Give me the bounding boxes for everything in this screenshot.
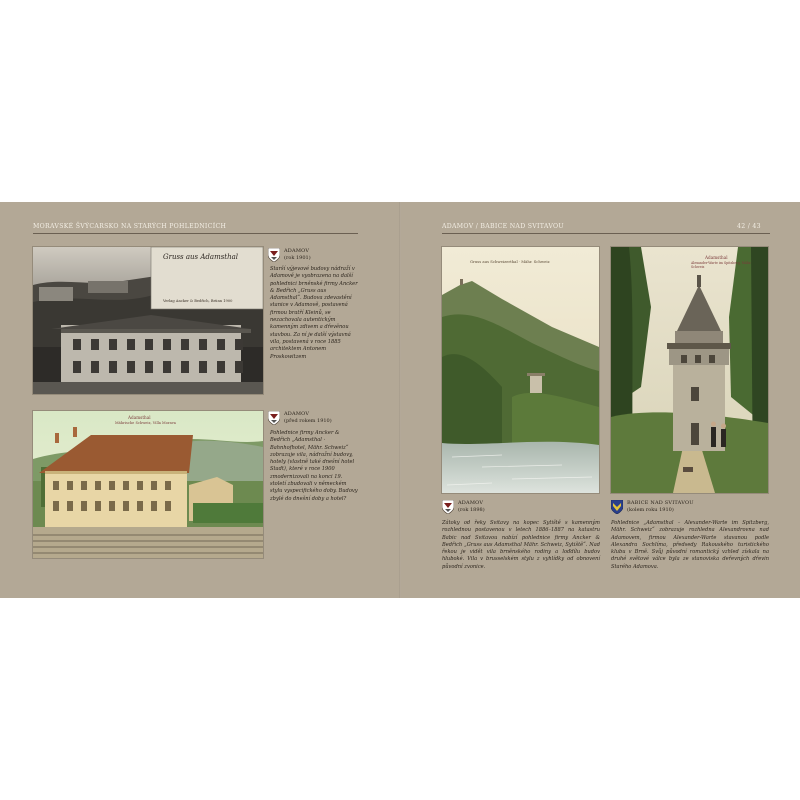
photo1-greeting: Gruss aus Adamsthal [163,253,239,261]
photo-alexander-tower [611,247,768,493]
photo3-place: ADAMOV [458,500,484,506]
page-numbers: 42 / 43 [737,223,761,230]
adamov-coat-of-arms-icon [268,411,280,425]
photo-adamov-hotel-color [33,411,263,558]
photo4-caption-text: Pohlednice „Adamsthal – Alexander-Warte im Spitzberg, Mähr. Schweiz“ zobrazuje rozhledna Alexandrovna nad Adamovem, firmou Alexander-Warte stavanou podle Alexandra Sochlíma, předsedy Rakouského turistického klubu v Brně. Svůj původní romantický vzhled získala na druhé světové válce byla ze stanoviska deřevných dřevin Starého Adamova. [611,520,769,570]
photo4-subtitle: Alexander-Warte im Spitzberg, Mähr. Schweiz [691,261,752,269]
photo1-place: ADAMOV [284,248,310,254]
photo2-date: (před rokem 1910) [284,418,332,424]
right-running-head: ADAMOV / BABICE NAD SVITAVOU [442,223,564,230]
photo1-caption-text: Starší výjevové budovy nádraží v Adamově je vyobrazena na další pohlednici brněnské firmy Ancker & Bedřich „Gruss aus Adamsthal“. Budova zdevastění stanice v Adamově, postavená firmou bratří Kleinů, se nezachovala autentickým kamenným zdivem a dřevěnou stavbou. Za ní je další výstavná vila, postavená v roce 1885 architektem Antonem Proskowitzem [270,266,358,360]
left-header-rule [33,233,358,234]
photo-adamov-station-bw-image [33,247,263,394]
photo4-place: BABICE NAD SVITAVOU [627,500,694,506]
photo2-greeting: Adamsthal [128,415,151,420]
photo-alexander-tower-image [611,247,768,493]
photo-svitava-valley-image [442,247,599,493]
photo-adamov-station-bw [33,247,263,394]
photo2-caption-text: Pohlednice firmy Ancker & Bedřich „Adamsthal · Bahnhofhotel, Mähr. Schweiz“ zobrazuje vila, nádražní budovy, hotely (vlastně také dnešní hotel Stadt), které v roce 1900 zmodernizovali na konci 19. století zbudovali v německém stylu vyspecifického doby. Budovy zbylé do dnešní doby a hotel? [270,430,358,502]
adamov-coat-of-arms-icon [442,500,454,514]
photo3-date: (rok 1898) [458,507,485,513]
photo2-place: ADAMOV [284,411,310,417]
photo3-caption-text: Zátoky od řeky Svitavy na kopec Sytiště s kamenným rozhlednou postavenou v letech 1886–1887 na katastru Babic nad Svitavou nabízí pohlednice firmy Ancker & Bedřich „Gruss aus Adamsthal Mähr. Schweiz, Sytiště“. Nad řekou je vidět vila brněnského rodiny a loďdílu budov hluboké. Vila v brusselském stylu z vyhlídky od obnovení původní zvonice. [442,520,600,570]
left-running-head: MORAVSKÉ ŠVÝCARSKO NA STARÝCH POHLEDNICÍCH [33,223,227,230]
right-header-rule [442,233,770,234]
photo4-date: (kolem roku 1910) [627,507,674,513]
book-gutter [399,202,401,598]
photo3-greeting: Gruss aus Schweizerthal · Mähr. Schweiz [470,259,550,264]
babice-coat-of-arms-icon [611,500,623,514]
book-spread [0,202,800,598]
adamov-coat-of-arms-icon [268,248,280,262]
photo4-greeting: Adamsthal [705,255,728,260]
photo-adamov-hotel-color-image [33,411,263,558]
photo1-publisher: Verlag Ancker & Bedřich, Brünn 1900 [163,299,233,303]
photo1-date: (rok 1901) [284,255,311,261]
photo2-subtitle: Mährische Schweiz, Villa Morava [115,421,176,425]
photo-svitava-valley [442,247,599,493]
